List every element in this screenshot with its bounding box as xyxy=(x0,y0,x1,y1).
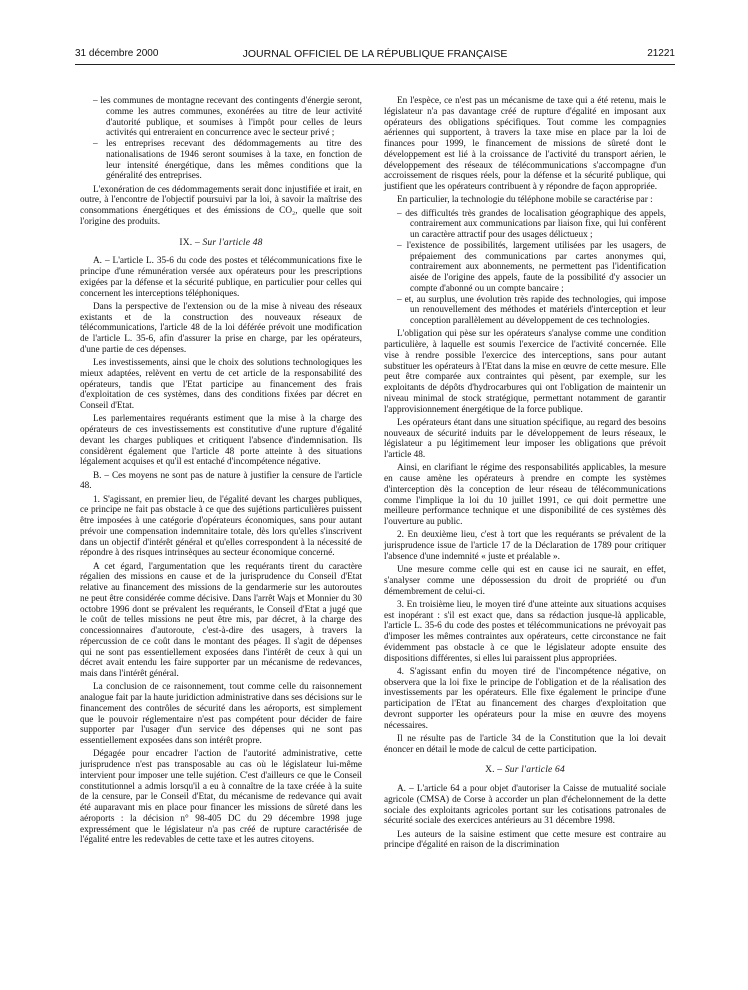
page-header xyxy=(75,48,675,64)
paragraph: Une mesure comme celle qui est en cause ici ne saurait, en effet, s'analyser comme une dépossession du droit de propriété ou d'un démembrement de celui-ci. xyxy=(384,565,666,597)
paragraph: Il ne résulte pas de l'article 34 de la Constitution que la loi devait énoncer en détail le mode de calcul de cette participation. xyxy=(384,733,666,755)
paragraph: La conclusion de ce raisonnement, tout comme celle du raisonnement analogue fait par la haute juridiction administrative dans ses décisions sur le financement des contrôles de sécurité dans les aéroports, est simplement que le pouvoir réglementaire n'est pas compétent pour décider de faire supporter par l'usager d'un service des dépenses qui ne sont pas essentiellement exposées dans son intérêt propre. xyxy=(80,682,362,746)
header-date: 31 décembre 2000 xyxy=(75,48,159,59)
list-item: – les communes de montagne recevant des contingents d'énergie seront, comme les autres communes, exonérées au titre de leur activité d'autorité publique, et soumises à l'impôt pour celles de leurs activités qui entreraient en concurrence avec le secteur privé ; xyxy=(93,96,362,139)
section-title: Sur l'article 48 xyxy=(202,237,263,248)
paragraph: Les parlementaires requérants estiment que la mise à la charge des opérateurs de ces investissements est constitutive d'une rupture d'égalité devant les charges publiques et critiquent l'absence d'indemnisation. Ils considèrent également que l'article 48 porte atteinte à des situations légalement acquises et qu'il est entaché d'incompétence négative. xyxy=(80,414,362,468)
list-item: – et, au surplus, une évolution très rapide des technologies, qui impose un renouvellement des méthodes et matériels d'interception et leur conception parallèlement au développement de ces technologies. xyxy=(397,294,666,326)
paragraph: L'exonération de ces dédommagements serait donc injustifiée et irait, en outre, à l'encontre de l'objectif poursuivi par la loi, à savoir la maîtrise des consommations énergétiques et des émissions de CO₂, quelle que soit l'origine des produits. xyxy=(80,184,362,227)
paragraph: En l'espèce, ce n'est pas un mécanisme de taxe qui a été retenu, mais le législateur n'a pas davantage créé de rupture d'égalité en imposant aux opérateurs des obligations spécifiques. Tout comme les compagnies aériennes qui supportent, à travers la taxe mise en place par la loi de finances pour 1999, le financement de missions de sûreté dont le développement est lié à la croissance de l'activité du transport aérien, le développement des réseaux de télécommunications s'accompagne d'un accroissement de risques réels, pour la défense et la sécurité publique, qui justifient que les opérateurs contribuent à y répondre de façon appropriée. xyxy=(384,96,666,192)
paragraph: Dans la perspective de l'extension ou de la mise à niveau des réseaux existants et de la construction des nouveaux réseaux de télécommunications, l'article 48 de la loi déférée prévoit une modification de l'article L. 35-6, afin d'assurer la prise en charge, par les opérateurs, d'une partie de ces dépenses. xyxy=(80,301,362,355)
paragraph: 4. S'agissant enfin du moyen tiré de l'incompétence négative, on observera que la loi fixe le principe de l'obligation et de la réalisation des investissements par les opérateurs. Elle fixe également le principe d'une participation de l'Etat au financement des charges d'exploitation que devront supporter les opérateurs pour la mise en œuvre des moyens nécessaires. xyxy=(384,666,666,731)
paragraph: En particulier, la technologie du téléphone mobile se caractérise par : xyxy=(397,195,653,206)
paragraph: Dégagée pour encadrer l'action de l'autorité administrative, cette jurisprudence n'est pas transposable au cas où le législateur lui-même intervient pour imposer une telle sujétion. C'est d'ailleurs ce que le Conseil constitutionnel a admis lorsqu'il a eu à connaître de la taxe créée à la suite de la censure, par le Conseil d'Etat, du mécanisme de redevance qui avait été auparavant mis en place pour financer les missions de sûreté dans les aéroports : la décision n° 98-405 DC du 29 décembre 1998 juge expressément que le législateur n'a pas créé de rupture caractérisée de l'égalité entre les redevables de cette taxe et les autres citoyens. xyxy=(80,749,362,846)
list-item: – les entreprises recevant des dédommagements au titre des nationalisations de 1946 seront soumises à la taxe, en fonction de leur intensité énergétique, dans les mêmes conditions que la généralité des entreprises. xyxy=(93,139,362,182)
paragraph: Les auteurs de la saisine estiment que cette mesure est contraire au principe d'égalité en raison de la discrimination xyxy=(384,829,666,851)
section-number: IX. – xyxy=(179,237,200,248)
paragraph: 2. En deuxième lieu, c'est à tort que les requérants se prévalent de la jurisprudence issue de l'article 17 de la Déclaration de 1789 pour critiquer l'absence d'une indemnité « juste et préalable ». xyxy=(384,530,666,562)
paragraph: 1. S'agissant, en premier lieu, de l'égalité devant les charges publiques, ce principe ne fait pas obstacle à ce que des sujétions particulières puissent être imposées à une catégorie d'opérateurs économiques, sans pour autant prévoir une compensation indemnitaire totale, dès lors qu'elles s'inscrivent dans un objectif d'intérêt général et qu'elles correspondent à la nécessité de répondre à des risques intrinsèques au secteur économique concerné. xyxy=(80,494,362,559)
paragraph: 3. En troisième lieu, le moyen tiré d'une atteinte aux situations acquises est inopérant : s'il est exact que, dans sa rédaction jusque-là applicable, l'article L. 35-6 du code des postes et télécommunications ne prévoyait pas d'imposer les mêmes contraintes aux opérateurs, cette circonstance ne fait évidemment pas obstacle à ce que le législateur adopte ensuite des dispositions différentes, si elles lui paraissent plus appropriées. xyxy=(384,599,666,664)
section-heading xyxy=(384,765,666,776)
paragraph: Ainsi, en clarifiant le régime des responsabilités applicables, la mesure en cause amène les opérateurs à prendre en compte les systèmes d'interception dès la conception de leur réseau de télécommunications comme l'implique la loi du 10 juillet 1991, ce qui doit permettre une meilleure performance technique et une disponibilité de ces systèmes dès l'ouverture au public. xyxy=(384,463,666,527)
section-title: Sur l'article 64 xyxy=(504,765,565,776)
list-item: – l'existence de possibilités, largement utilisées par les usagers, de prépaiement des communications par cartes anonymes qui, contrairement aux abonnements, ne permettent pas l'identification aisée de l'origine des appels, faute de la possibilité d'y associer un compte d'abonné ou un compte bancaire ; xyxy=(397,240,666,294)
paragraph: Les investissements, ainsi que le choix des solutions technologiques les mieux adaptées, relèvent en vertu de cet article de la responsabilité des opérateurs, tandis que l'Etat participe au financement des frais d'exploitation de ces systèmes, dans des conditions fixées par décret en Conseil d'Etat. xyxy=(80,358,362,411)
paragraph: A cet égard, l'argumentation que les requérants tirent du caractère régalien des missions en cause et de la jurisprudence du Conseil d'Etat relative au financement des missions de la gendarmerie sur les autoroutes ne peut être considérée comme décisive. Dans l'arrêt Wajs et Monnier du 30 octobre 1996 dont se prévalent les requérants, le Conseil d'Etat a jugé que le coût de telles missions ne peut être mis, par décret, à la charge des concessionnaires d'autoroute, c'est-à-dire des usagers, à travers la répercussion de ce coût dans le montant des péages. Il s'agit de dépenses qui ne sont pas essentiellement exposées dans l'intérêt de ceux à qui un décret avait entendu les faire supporter par un mécanisme de redevances, mais dans l'intérêt général. xyxy=(80,561,362,679)
paragraph: A. – L'article 64 a pour objet d'autoriser la Caisse de mutualité sociale agricole (CMSA) de Corse à accorder un plan d'échelonnement de la dette sociale des exploitants agricoles portant sur les cotisations patronales de sécurité sociale des exercices antérieurs au 31 décembre 1998. xyxy=(384,784,666,827)
bullet-list xyxy=(80,96,362,182)
left-column xyxy=(80,96,362,849)
header-page-number: 21221 xyxy=(647,48,675,59)
paragraph: Les opérateurs étant dans une situation spécifique, au regard des besoins nouveaux de sécurité induits par le développement de leurs réseaux, le législateur a pu légitimement leur imposer les obligations que prévoit l'article 48. xyxy=(384,417,666,460)
paragraph: L'obligation qui pèse sur les opérateurs s'analyse comme une condition particulière, à laquelle est soumis l'exercice de l'activité concernée. Elle vise à rendre possible l'exercice des interceptions, sans pour autant substituer les opérateurs à l'Etat dans la mise en œuvre de cette mesure. Elle peut être comparée aux contraintes qui pèsent, par exemple, sur les exploitants de dépôts d'hydrocarbures qui ont l'obligation de maintenir un niveau minimal de stock stratégique, permettant notamment de garantir l'approvisionnement énergétique de la force publique. xyxy=(384,329,666,415)
section-heading xyxy=(80,238,362,249)
header-title: JOURNAL OFFICIEL DE LA RÉPUBLIQUE FRANÇAISE xyxy=(242,48,508,60)
list-item: – des difficultés très grandes de localisation géographique des appels, contrairement aux communications par liaison fixe, qui lui confèrent un caractère attractif pour des usages délictueux ; xyxy=(397,208,666,240)
right-column xyxy=(384,96,666,854)
paragraph: A. – L'article L. 35-6 du code des postes et télécommunications fixe le principe d'une rémunération versée aux opérateurs pour les prescriptions exigées par la défense et la sécurité publique, en particulier pour celles qui concernent les interceptions téléphoniques. xyxy=(80,256,362,299)
header-rule xyxy=(75,64,675,65)
paragraph: B. – Ces moyens ne sont pas de nature à justifier la censure de l'article 48. xyxy=(80,470,362,492)
section-number: X. – xyxy=(485,765,503,776)
bullet-list xyxy=(384,209,666,327)
